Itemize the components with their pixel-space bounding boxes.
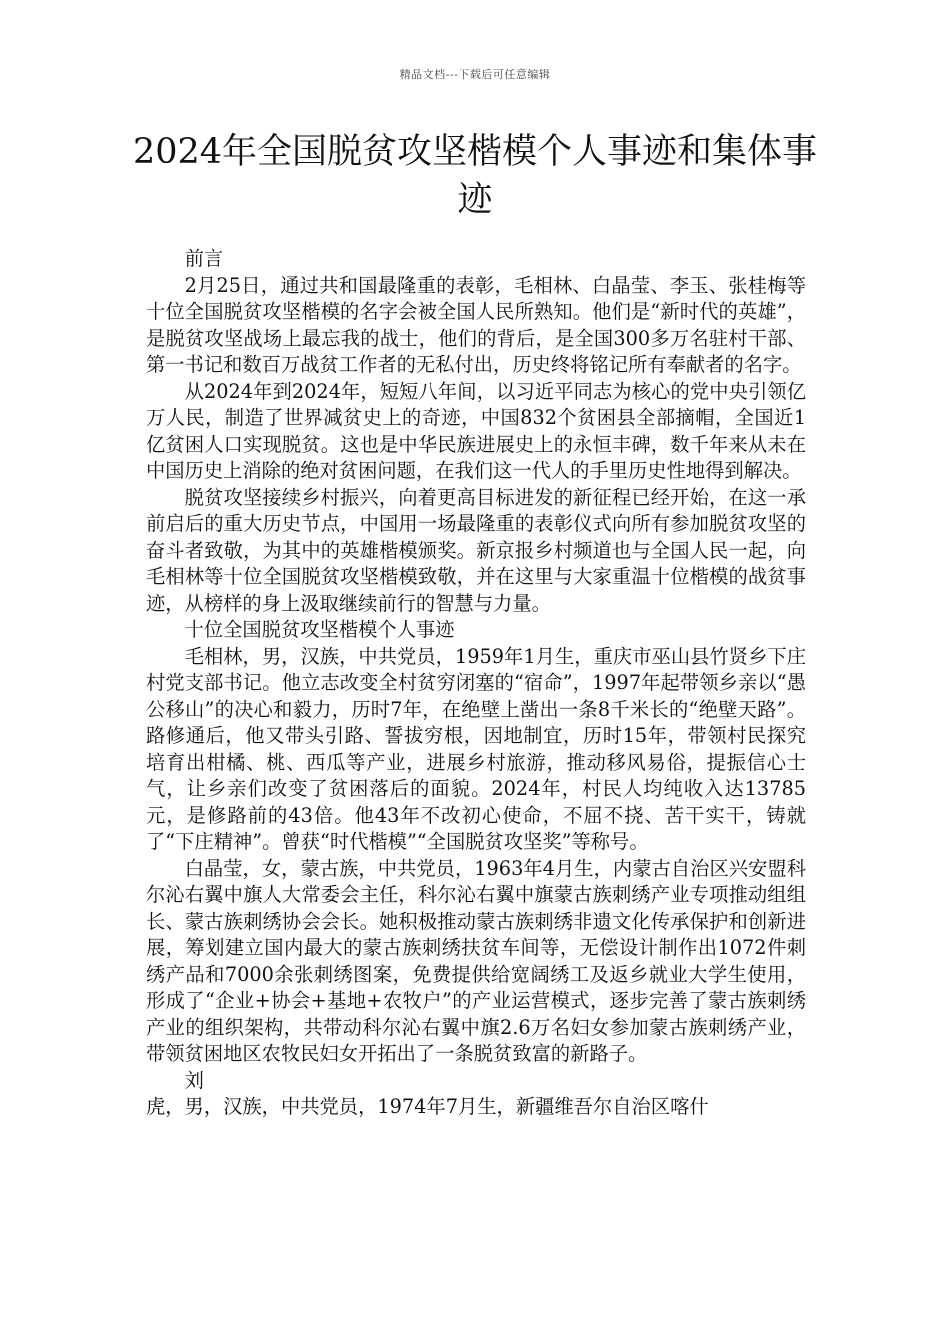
paragraph: 刘 — [184, 1068, 204, 1092]
paragraph: 从2024年到2024年，短短八年间，以习近平同志为核心的党中央引领亿万人民，制造了世界减贫史上的奇迹，中国832个贫困县全部摘帽，全国近1亿贫困人口实现脱贫。这也是中华民族进展史上的永恒丰碑，数千年来从未在中国历史上消除的绝对贫困问题，在我们这一代人的手里历史性地得到解决。 — [146, 379, 806, 482]
paragraph: 毛相林，男，汉族，中共党员，1959年1月生，重庆市巫山县竹贤乡下庄村党支部书记。他立志改变全村贫穷闭塞的“宿命”，1997年起带领乡亲以“愚公移山”的决心和毅力，历时7年，在绝壁上凿出一条8千米长的“绝壁天路”。路修通后，他又带头引路、誓拔穷根，因地制宜，历时15年，带领村民探究培育出柑橘、桃、西瓜等产业，进展乡村旅游，推动移风易俗，提振信心士气，让乡亲们改变了贫困落后的面貌。2024年，村民人均纯收入达13785元，是修路前的43倍。他43年不改初心使命，不屈不挠、苦干实干，铸就了“下庄精神”。曾获“时代楷模”“全国脱贫攻坚奖”等称号。 — [146, 644, 806, 853]
section-heading-preface: 前言 — [184, 247, 224, 270]
paragraph: 2月25日，通过共和国最隆重的表彰，毛相林、白晶莹、李玉、张桂梅等十位全国脱贫攻坚楷模的名字会被全国人民所熟知。他们是“新时代的英雄”，是脱贫攻坚战场上最忘我的战士，他们的背后，是全国300多万名驻村干部、第一书记和数百万战贫工作者的无私付出，历史终将铭记所有奉献者的名字。 — [146, 273, 806, 376]
paragraph: 脱贫攻坚接续乡村振兴，向着更高目标进发的新征程已经开始，在这一承前启后的重大历史节点，中国用一场最隆重的表彰仪式向所有参加脱贫攻坚的奋斗者致敬，为其中的英雄楷模颁奖。新京报乡村频道也与全国人民一起，向毛相林等十位全国脱贫攻坚楷模致敬，并在这里与大家重温十位楷模的战贫事迹，从榜样的身上汲取继续前行的智慧与力量。 — [146, 485, 806, 615]
document-title: 2024年全国脱贫攻坚楷模个人事迹和集体事迹 — [132, 132, 818, 220]
paragraph: 虎，男，汉族，中共党员，1974年7月生，新疆维吾尔自治区喀什 — [146, 1095, 709, 1118]
document-body — [146, 246, 806, 1121]
page-header-note: 精品文档---下载后可任意编辑 — [399, 68, 551, 81]
paragraph: 白晶莹，女，蒙古族，中共党员，1963年4月生，内蒙古自治区兴安盟科尔沁右翼中旗人大常委会主任，科尔沁右翼中旗蒙古族刺绣产业专项推动组组长、蒙古族刺绣协会会长。她积极推动蒙古族刺绣非遗文化传承保护和创新进展，筹划建立国内最大的蒙古族刺绣扶贫车间等，无偿设计制作出1072件刺绣产品和7000余张刺绣图案，免费提供给宽阔绣工及返乡就业大学生使用，形成了“企业+协会+基地+农牧户”的产业运营模式，逐步完善了蒙古族刺绣产业的组织架构，共带动科尔沁右翼中旗2.6万名妇女参加蒙古族刺绣产业，带领贫困地区农牧民妇女开拓出了一条脱贫致富的新路子。 — [146, 856, 806, 1065]
section-heading-individual-deeds: 十位全国脱贫攻坚楷模个人事迹 — [184, 618, 455, 641]
